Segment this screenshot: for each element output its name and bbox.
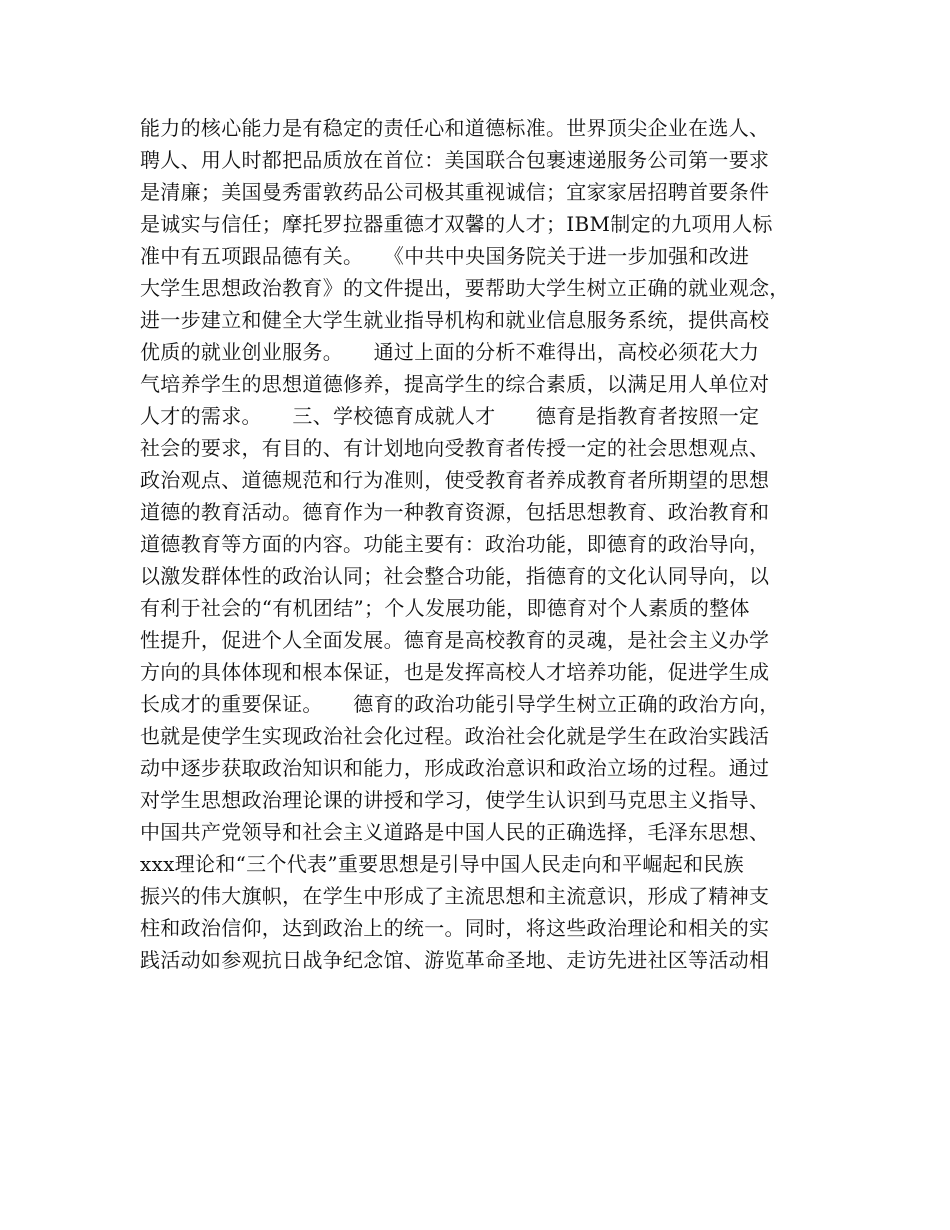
text-line: 准中有五项跟品德有关。 《中共中央国务院关于进一步加强和改进: [140, 244, 750, 268]
text-line: 人才的需求。 三、学校德育成就人才 德育是指教育者按照一定: [140, 404, 760, 428]
text-line: 长成才的重要保证。 德育的政治功能引导学生树立正确的政治方向，: [140, 692, 780, 716]
text-line: 道德的教育活动。德育作为一种教育资源，包括思想教育、政治教育和: [140, 500, 770, 524]
text-line: xxx理论和“三个代表”重要思想是引导中国人民走向和平崛起和民族: [140, 852, 744, 876]
text-line: 柱和政治信仰，达到政治上的统一。同时，将这些政治理论和相关的实: [140, 916, 770, 940]
text-line: 大学生思想政治教育》的文件提出，要帮助大学生树立正确的就业观念，: [140, 276, 790, 300]
text-line: 进一步建立和健全大学生就业指导机构和就业信息服务系统，提供高校: [140, 308, 770, 332]
text-line: 聘人、用人时都把品质放在首位：美国联合包裹速递服务公司第一要求: [140, 148, 770, 172]
text-line: 能力的核心能力是有稳定的责任心和道德标准。世界顶尖企业在选人、: [140, 116, 770, 140]
text-line: 有利于社会的“有机团结”；个人发展功能，即德育对个人素质的整体: [140, 596, 750, 620]
text-line: 是诚实与信任；摩托罗拉器重德才双馨的人才；IBM制定的九项用人标: [140, 212, 773, 236]
body-text: [140, 112, 830, 976]
text-line: 气培养学生的思想道德修养，提高学生的综合素质，以满足用人单位对: [140, 372, 770, 396]
text-line: 道德教育等方面的内容。功能主要有：政治功能，即德育的政治导向，: [140, 532, 770, 556]
text-line: 政治观点、道德规范和行为准则，使受教育者养成教育者所期望的思想: [140, 468, 770, 492]
text-line: 中国共产党领导和社会主义道路是中国人民的正确选择，毛泽东思想、: [140, 820, 770, 844]
text-line: 践活动如参观抗日战争纪念馆、游览革命圣地、走访先进社区等活动相: [140, 948, 770, 972]
text-line: 社会的要求，有目的、有计划地向受教育者传授一定的社会思想观点、: [140, 436, 770, 460]
text-line: 动中逐步获取政治知识和能力，形成政治意识和政治立场的过程。通过: [140, 756, 770, 780]
text-line: 方向的具体体现和根本保证，也是发挥高校人才培养功能，促进学生成: [140, 660, 770, 684]
text-line: 振兴的伟大旗帜，在学生中形成了主流思想和主流意识，形成了精神支: [140, 884, 770, 908]
text-line: 以激发群体性的政治认同；社会整合功能，指德育的文化认同导向，以: [140, 564, 770, 588]
text-line: 也就是使学生实现政治社会化过程。政治社会化就是学生在政治实践活: [140, 724, 770, 748]
text-line: 优质的就业创业服务。 通过上面的分析不难得出，高校必须花大力: [140, 340, 760, 364]
text-line: 是清廉；美国曼秀雷敦药品公司极其重视诚信；宜家家居招聘首要条件: [140, 180, 770, 204]
text-line: 性提升，促进个人全面发展。德育是高校教育的灵魂，是社会主义办学: [140, 628, 770, 652]
text-line: 对学生思想政治理论课的讲授和学习，使学生认识到马克思主义指导、: [140, 788, 770, 812]
